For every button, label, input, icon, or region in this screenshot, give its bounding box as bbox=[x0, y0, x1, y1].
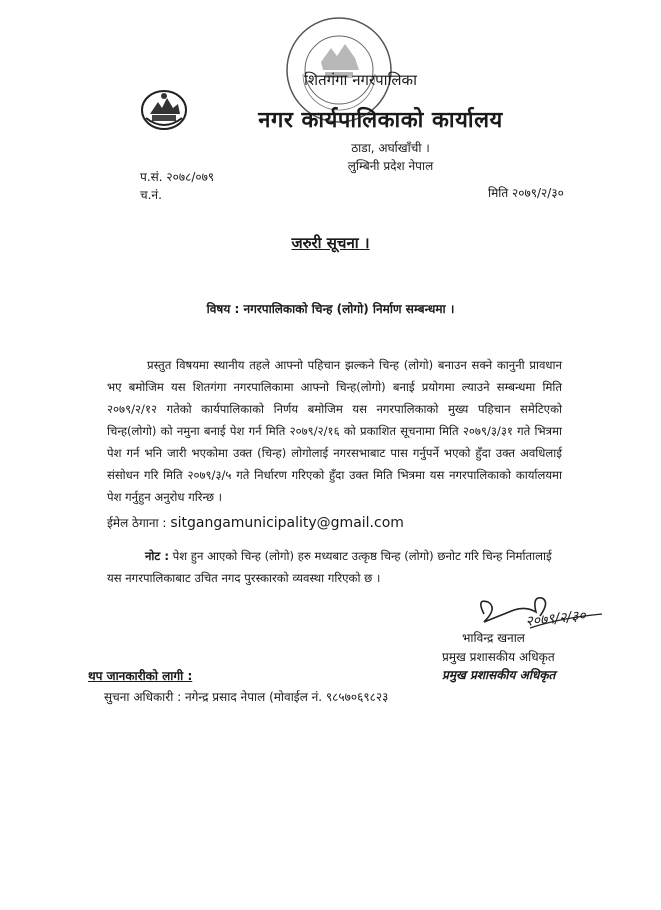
designation-stamp: प्रमुख प्रशासकीय अधिकृत bbox=[442, 668, 556, 682]
contact-heading: थप जानकारीको लागी : bbox=[88, 669, 193, 683]
address-line-2: लुम्बिनी प्रदेश नेपाल bbox=[347, 159, 434, 173]
notice-subject: विषय : नगरपालिकाको चिन्ह (लोगो) निर्माण सम्बन्धमा । bbox=[206, 302, 455, 316]
dispatch-number: च.नं. bbox=[140, 188, 162, 202]
signer-designation: प्रमुख प्रशासकीय अधिकृत bbox=[442, 650, 555, 664]
signer-name: भाविन्द्र खनाल bbox=[462, 631, 525, 645]
office-title: नगर कार्यपालिकाको कार्यालय bbox=[258, 108, 503, 133]
email-label: ईमेल ठेगाना : bbox=[107, 516, 167, 530]
info-officer: सुचना अधिकारी : नगेन्द्र प्रसाद नेपाल (मोवाईल नं. ९८५७०६९८२३ bbox=[104, 690, 389, 704]
notice-body: प्रस्तुत विषयमा स्थानीय तहले आफ्नो पहिचान झल्कने चिन्ह (लोगो) बनाउन सक्ने कानुनी प्रावधान भए बमोजिम यस शितगंगा नगरपालिकामा आफ्नो चिन्ह(लोगो) बनाई प्रयोगमा ल्याउने सम्बन्धमा मिति २०७९/२/१२ गतेको कार्यपालिकाको निर्णय बमोजिम यस नगरपालिकाको मुख्य पहिचान समेटिएको चिन्ह(लोगो) को नमुना बनाई पेश गर्न मिति २०७९/२/१६ को प्रकाशित सूचनामा मिति २०७९/३/३१ गते भित्रमा पेश गर्न भनि जारी भएकोमा उक्त (चिन्ह) लोगोलाई नगरसभाबाट पास गर्नुपर्ने भएको हुँदा उक्त अवधिलाई संसोधन गरि मिति २०७९/३/५ गते निर्धारण गरिएको हुँदा उक्त मिति भित्रमा यस नगरपालिकाको कार्यालयमा पेश गर्नुहुन अनुरोध गरिन्छ । bbox=[107, 358, 562, 504]
signature-date: २०७९/२/३० bbox=[524, 607, 587, 630]
notice-heading bbox=[0, 233, 661, 253]
reference-block bbox=[140, 168, 214, 204]
note-text: पेश हुन आएको चिन्ह (लोगो) हरु मध्यबाट उत्कृष्ठ चिन्ह (लोगो) छनोट गरि चिन्ह निर्मातालाई यस नगरपालिकाबाट उचित नगद पुरस्कारको व्यवस्था गरिएको छ । bbox=[107, 549, 552, 585]
email-address: sitgangamunicipality@gmail.com bbox=[170, 515, 404, 531]
municipality-name: शितगंगा नगरपालिका bbox=[304, 71, 417, 89]
letter-date: मिति २०७९/२/३० bbox=[488, 186, 564, 200]
note-paragraph bbox=[107, 545, 562, 589]
note-label: नोट : bbox=[145, 549, 169, 563]
letter-number: प.सं. २०७८/०७९ bbox=[140, 170, 215, 184]
email-row bbox=[107, 514, 404, 531]
address-line-1: ठाडा, अर्घाखाँची । bbox=[351, 141, 430, 155]
notice-heading-text: जरुरी सूचना । bbox=[291, 234, 370, 252]
